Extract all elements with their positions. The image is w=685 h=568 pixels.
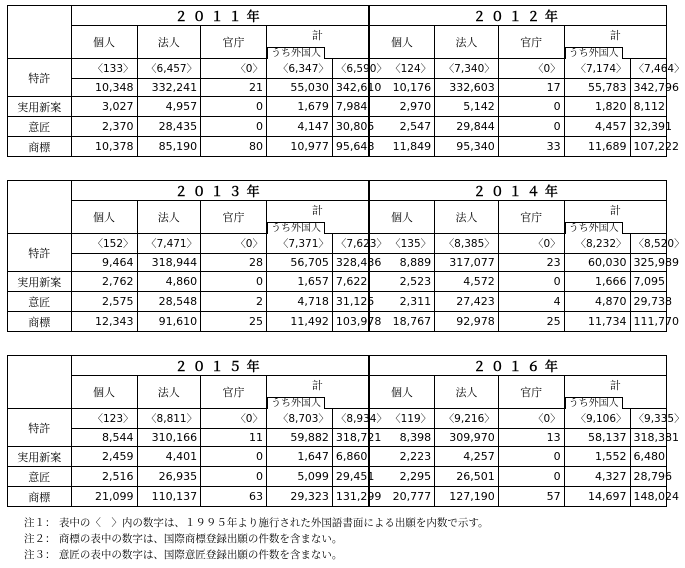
cell-shohyo: 103,978: [332, 312, 368, 332]
header-kei: [267, 26, 369, 59]
cell-tokkyo: 55,783: [564, 79, 630, 97]
cell-tokkyo: 318,381: [630, 429, 666, 447]
cell-shohyo: 18,767: [369, 312, 435, 332]
cell-isho: 29,451: [332, 467, 368, 487]
cell-tokkyo: 10,348: [71, 79, 137, 97]
cell-isho: 29,844: [435, 117, 499, 137]
cell-jitsuyo: 0: [201, 97, 267, 117]
corner-cell: [8, 356, 72, 409]
cell-tokkyo: 28: [201, 254, 267, 272]
cell-isho: 2,547: [369, 117, 435, 137]
cell-jitsuyo: 0: [201, 272, 267, 292]
cell-tokkyo: 318,721: [332, 429, 368, 447]
row-label-shohyo: 商標: [8, 312, 72, 332]
cell-jitsuyo: 4,957: [137, 97, 201, 117]
cell-isho: 2,311: [369, 292, 435, 312]
cell-shohyo: 11,734: [564, 312, 630, 332]
cell-tokkyo_br: 〈0〉: [201, 234, 267, 254]
cell-tokkyo_br: 〈8,232〉: [564, 234, 630, 254]
cell-isho: 30,805: [332, 117, 368, 137]
header-uchi-gaikokujin: うち外国人: [565, 397, 623, 409]
cell-jitsuyo: 1,679: [267, 97, 333, 117]
cell-jitsuyo: 2,459: [71, 447, 137, 467]
header-kei-label: 計: [311, 379, 323, 392]
cell-tokkyo: 8,544: [71, 429, 137, 447]
cell-jitsuyo: 7,095: [630, 272, 666, 292]
header-uchi-gaikokujin: うち外国人: [267, 397, 325, 409]
cell-tokkyo_br: 〈6,457〉: [137, 59, 201, 79]
cell-shohyo: 63: [201, 487, 267, 507]
row-label-isho: 意匠: [8, 292, 72, 312]
cell-isho: 2,575: [71, 292, 137, 312]
cell-tokkyo_br: 〈0〉: [201, 59, 267, 79]
cell-tokkyo: 58,137: [564, 429, 630, 447]
table-block-1: [7, 5, 685, 157]
cell-tokkyo: 325,989: [630, 254, 666, 272]
cell-shohyo: 25: [201, 312, 267, 332]
cell-jitsuyo: 8,112: [630, 97, 666, 117]
cell-isho: 26,935: [137, 467, 201, 487]
cell-isho: 32,391: [630, 117, 666, 137]
header-uchi-gaikokujin: うち外国人: [267, 222, 325, 234]
cell-tokkyo: 332,241: [137, 79, 201, 97]
cell-tokkyo: 8,889: [369, 254, 435, 272]
cell-isho: 27,423: [435, 292, 499, 312]
cell-shohyo: 29,323: [267, 487, 333, 507]
cell-jitsuyo: 1,647: [267, 447, 333, 467]
cell-tokkyo: 55,030: [267, 79, 333, 97]
cell-jitsuyo: 2,762: [71, 272, 137, 292]
cell-shohyo: 107,222: [630, 137, 666, 157]
cell-shohyo: 20,777: [369, 487, 435, 507]
cell-shohyo: 10,977: [267, 137, 333, 157]
data-table: [7, 5, 685, 157]
cell-tokkyo: 310,166: [137, 429, 201, 447]
cell-jitsuyo: 0: [498, 447, 564, 467]
cell-jitsuyo: 4,860: [137, 272, 201, 292]
header-kei-label: 計: [311, 29, 323, 42]
cell-shohyo: 92,978: [435, 312, 499, 332]
cell-shohyo: 111,770: [630, 312, 666, 332]
cell-jitsuyo: 2,223: [369, 447, 435, 467]
header-kojin: 個人: [369, 26, 435, 59]
cell-isho: 0: [498, 467, 564, 487]
cell-tokkyo_br: 〈7,464〉: [630, 59, 666, 79]
cell-tokkyo: 309,970: [435, 429, 499, 447]
cell-isho: 4,718: [267, 292, 333, 312]
header-hojin: 法人: [435, 26, 499, 59]
cell-tokkyo_br: 〈8,934〉: [332, 409, 368, 429]
cell-shohyo: 11,849: [369, 137, 435, 157]
cell-tokkyo: 342,796: [630, 79, 666, 97]
year-left: ２０１３年: [71, 181, 369, 201]
cell-jitsuyo: 4,572: [435, 272, 499, 292]
row-label-jitsuyo: 実用新案: [8, 272, 72, 292]
header-kancho: 官庁: [201, 376, 267, 409]
cell-jitsuyo: 1,552: [564, 447, 630, 467]
cell-jitsuyo: 4,257: [435, 447, 499, 467]
cell-tokkyo_br: 〈9,335〉: [630, 409, 666, 429]
cell-shohyo: 95,648: [332, 137, 368, 157]
cell-jitsuyo: 7,984: [332, 97, 368, 117]
cell-tokkyo_br: 〈7,174〉: [564, 59, 630, 79]
header-kojin: 個人: [71, 201, 137, 234]
cell-isho: 2,295: [369, 467, 435, 487]
header-hojin: 法人: [435, 376, 499, 409]
cell-tokkyo_br: 〈123〉: [71, 409, 137, 429]
row-label-jitsuyo: 実用新案: [8, 97, 72, 117]
cell-tokkyo: 13: [498, 429, 564, 447]
cell-jitsuyo: 7,622: [332, 272, 368, 292]
cell-shohyo: 25: [498, 312, 564, 332]
cell-isho: 2: [201, 292, 267, 312]
cell-shohyo: 110,137: [137, 487, 201, 507]
cell-jitsuyo: 1,820: [564, 97, 630, 117]
header-kei: [564, 201, 666, 234]
cell-shohyo: 148,024: [630, 487, 666, 507]
header-hojin: 法人: [435, 201, 499, 234]
cell-jitsuyo: 5,142: [435, 97, 499, 117]
year-right: ２０１４年: [369, 181, 667, 201]
cell-tokkyo_br: 〈9,106〉: [564, 409, 630, 429]
cell-tokkyo_br: 〈9,216〉: [435, 409, 499, 429]
cell-isho: 28,796: [630, 467, 666, 487]
cell-jitsuyo: 1,666: [564, 272, 630, 292]
header-kei-label: 計: [311, 204, 323, 217]
cell-tokkyo_br: 〈8,703〉: [267, 409, 333, 429]
cell-shohyo: 57: [498, 487, 564, 507]
cell-shohyo: 127,190: [435, 487, 499, 507]
cell-tokkyo: 328,436: [332, 254, 368, 272]
cell-isho: 0: [201, 117, 267, 137]
cell-shohyo: 14,697: [564, 487, 630, 507]
cell-shohyo: 95,340: [435, 137, 499, 157]
header-kei-label: 計: [609, 29, 621, 42]
footnotes: [24, 515, 489, 563]
row-label-isho: 意匠: [8, 117, 72, 137]
cell-shohyo: 131,299: [332, 487, 368, 507]
cell-tokkyo: 9,464: [71, 254, 137, 272]
cell-tokkyo_br: 〈7,471〉: [137, 234, 201, 254]
cell-isho: 4,327: [564, 467, 630, 487]
cell-isho: 4: [498, 292, 564, 312]
header-kojin: 個人: [369, 376, 435, 409]
header-kojin: 個人: [71, 376, 137, 409]
cell-isho: 4,457: [564, 117, 630, 137]
corner-cell: [8, 6, 72, 59]
cell-isho: 31,125: [332, 292, 368, 312]
cell-tokkyo: 59,882: [267, 429, 333, 447]
cell-tokkyo_br: 〈133〉: [71, 59, 137, 79]
header-kei-label: 計: [609, 379, 621, 392]
cell-isho: 2,370: [71, 117, 137, 137]
cell-shohyo: 10,378: [71, 137, 137, 157]
cell-tokkyo_br: 〈8,385〉: [435, 234, 499, 254]
header-kei: [564, 26, 666, 59]
cell-tokkyo: 332,603: [435, 79, 499, 97]
year-right: ２０１６年: [369, 356, 667, 376]
cell-tokkyo_br: 〈0〉: [498, 234, 564, 254]
header-uchi-gaikokujin: うち外国人: [267, 47, 325, 59]
cell-tokkyo: 318,944: [137, 254, 201, 272]
cell-tokkyo: 21: [201, 79, 267, 97]
header-uchi-gaikokujin: うち外国人: [565, 222, 623, 234]
year-right: ２０１２年: [369, 6, 667, 26]
cell-isho: 28,548: [137, 292, 201, 312]
cell-tokkyo: 23: [498, 254, 564, 272]
cell-isho: 4,147: [267, 117, 333, 137]
cell-tokkyo_br: 〈0〉: [201, 409, 267, 429]
cell-tokkyo: 342,610: [332, 79, 368, 97]
cell-isho: 5,099: [267, 467, 333, 487]
cell-tokkyo_br: 〈6,347〉: [267, 59, 333, 79]
cell-isho: 29,738: [630, 292, 666, 312]
cell-isho: 2,516: [71, 467, 137, 487]
data-table: [7, 355, 685, 507]
row-label-tokkyo: 特許: [8, 59, 72, 97]
header-kei: [267, 201, 369, 234]
note-3: 注３： 意匠の表中の数字は、国際意匠登録出願の件数を含まない。: [24, 549, 343, 561]
header-kancho: 官庁: [498, 376, 564, 409]
header-kancho: 官庁: [201, 26, 267, 59]
cell-shohyo: 33: [498, 137, 564, 157]
cell-tokkyo_br: 〈8,520〉: [630, 234, 666, 254]
note-2: 注２： 商標の表中の数字は、国際商標登録出願の件数を含まない。: [24, 533, 343, 545]
cell-jitsuyo: 0: [498, 97, 564, 117]
header-kei: [267, 376, 369, 409]
cell-tokkyo: 60,030: [564, 254, 630, 272]
header-uchi-gaikokujin: うち外国人: [565, 47, 623, 59]
cell-shohyo: 12,343: [71, 312, 137, 332]
cell-shohyo: 80: [201, 137, 267, 157]
cell-tokkyo_br: 〈152〉: [71, 234, 137, 254]
header-kancho: 官庁: [498, 201, 564, 234]
header-hojin: 法人: [137, 26, 201, 59]
cell-tokkyo: 10,176: [369, 79, 435, 97]
cell-isho: 0: [498, 117, 564, 137]
cell-tokkyo_br: 〈8,811〉: [137, 409, 201, 429]
cell-isho: 4,870: [564, 292, 630, 312]
header-kojin: 個人: [71, 26, 137, 59]
cell-shohyo: 91,610: [137, 312, 201, 332]
cell-isho: 0: [201, 467, 267, 487]
row-label-jitsuyo: 実用新案: [8, 447, 72, 467]
cell-jitsuyo: 6,860: [332, 447, 368, 467]
cell-isho: 28,435: [137, 117, 201, 137]
table-block-3: [7, 355, 685, 507]
cell-shohyo: 11,492: [267, 312, 333, 332]
cell-tokkyo: 8,398: [369, 429, 435, 447]
row-label-shohyo: 商標: [8, 137, 72, 157]
corner-cell: [8, 181, 72, 234]
header-kancho: 官庁: [498, 26, 564, 59]
cell-isho: 26,501: [435, 467, 499, 487]
row-label-tokkyo: 特許: [8, 234, 72, 272]
header-kojin: 個人: [369, 201, 435, 234]
row-label-tokkyo: 特許: [8, 409, 72, 447]
cell-jitsuyo: 0: [201, 447, 267, 467]
cell-tokkyo_br: 〈119〉: [369, 409, 435, 429]
cell-tokkyo_br: 〈0〉: [498, 409, 564, 429]
cell-tokkyo: 317,077: [435, 254, 499, 272]
cell-tokkyo: 56,705: [267, 254, 333, 272]
header-hojin: 法人: [137, 376, 201, 409]
table-block-2: [7, 180, 685, 332]
year-left: ２０１５年: [71, 356, 369, 376]
row-label-shohyo: 商標: [8, 487, 72, 507]
header-kancho: 官庁: [201, 201, 267, 234]
cell-tokkyo_br: 〈135〉: [369, 234, 435, 254]
cell-shohyo: 21,099: [71, 487, 137, 507]
data-table: [7, 180, 685, 332]
cell-tokkyo_br: 〈0〉: [498, 59, 564, 79]
cell-tokkyo: 17: [498, 79, 564, 97]
cell-tokkyo_br: 〈7,623〉: [332, 234, 368, 254]
header-hojin: 法人: [137, 201, 201, 234]
row-label-isho: 意匠: [8, 467, 72, 487]
cell-jitsuyo: 2,970: [369, 97, 435, 117]
cell-tokkyo_br: 〈124〉: [369, 59, 435, 79]
cell-tokkyo_br: 〈7,371〉: [267, 234, 333, 254]
header-kei-label: 計: [609, 204, 621, 217]
cell-jitsuyo: 3,027: [71, 97, 137, 117]
cell-shohyo: 11,689: [564, 137, 630, 157]
cell-shohyo: 85,190: [137, 137, 201, 157]
cell-jitsuyo: 6,480: [630, 447, 666, 467]
cell-jitsuyo: 4,401: [137, 447, 201, 467]
cell-tokkyo_br: 〈6,590〉: [332, 59, 368, 79]
cell-jitsuyo: 0: [498, 272, 564, 292]
cell-tokkyo_br: 〈7,340〉: [435, 59, 499, 79]
cell-tokkyo: 11: [201, 429, 267, 447]
note-1: 注１： 表中の〈 〉内の数字は、１９９５年より施行された外国語書面による出願を内数で示す。: [24, 517, 489, 529]
cell-jitsuyo: 2,523: [369, 272, 435, 292]
year-left: ２０１１年: [71, 6, 369, 26]
cell-jitsuyo: 1,657: [267, 272, 333, 292]
header-kei: [564, 376, 666, 409]
